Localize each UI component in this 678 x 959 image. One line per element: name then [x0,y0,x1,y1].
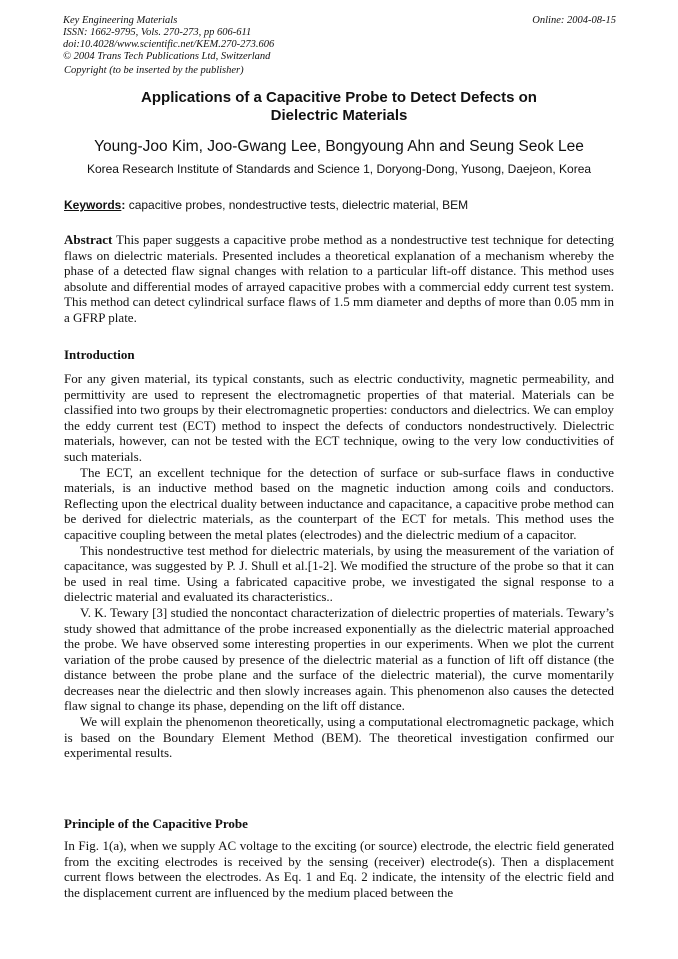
principle-paragraph-1: In Fig. 1(a), when we supply AC voltage to the exciting (or source) electrode, the electric field generated from the exciting electrodes is received by the sensing (receiver) electrode(s). Then a displacement current flows between the electrodes. As Eq. 1 and Eq. 2 indicate, the intensity of the electric field and the displacement current are influenced by the medium placed between the [64,838,614,900]
abstract-label: Abstract [64,232,113,247]
keywords-text: capacitive probes, nondestructive tests, dielectric material, BEM [125,198,469,212]
title-line-2: Dielectric Materials [270,107,408,124]
keywords-line [64,198,468,212]
introduction-heading: Introduction [64,347,135,362]
abstract [64,232,614,326]
intro-paragraph-5: We will explain the phenomenon theoretically, using a computational electromagnetic package, which is based on the Boundary Element Method (BEM). The theoretical investigation confirmed our experimental results. [64,714,614,761]
principle-heading: Principle of the Capacitive Probe [64,816,248,831]
intro-paragraph-3: This nondestructive test method for dielectric materials, by using the measurement of the variation of capacitance, was suggested by P. J. Shull et al.[1-2]. We modified the structure of the probe so that it can be used in real time. Using a fabricated capacitive probe, we investigated the signal response to a dielectric material and evaluated its characteristics.. [64,542,614,605]
introduction-body [64,371,614,761]
title-line-1: Applications of a Capacitive Probe to Detect Defects on [141,89,537,106]
author-list: Young-Joo Kim, Joo-Gwang Lee, Bongyoung Ahn and Seung Seok Lee [94,138,584,155]
keywords-colon: : [121,198,126,212]
online-date: Online: 2004-08-15 [532,15,616,26]
publisher-line: © 2004 Trans Tech Publications Ltd, Switzerland [63,51,271,62]
intro-paragraph-4: V. K. Tewary [3] studied the noncontact characterization of dielectric properties of materials. Tewary’s study showed that admittance of the probe increased exponentially as the dielectric material approached the probe. We have observed some interesting properties in our experiments. When we plot the current variation of the probe caused by presence of the dielectric material as a function of lift off distance (the distance between the probe plane and the surface of the dielectric material), the curve momentarily decreases near the dielectric and then slowly increases again. This phenomenon also causes the detected flaw signal to change its phase, depending on the lift off distance. [64,604,614,714]
abstract-text: This paper suggests a capacitive probe method as a nondestructive test technique for detecting flaws on dielectric materials. Presented includes a theoretical explanation of a mechanism whereby the phase of a detected flaw signal changes with relation to a particular lift-off distance. This method uses absolute and differential modes of arrayed capacitive probes with a commercial eddy current test system. This method can detect cylindrical surface flaws of 1.5 mm diameter and depths of more than 0.05 mm in a GFRP plate. [64,232,614,325]
journal-header [63,15,274,63]
paper-title [60,89,618,125]
doi-line: doi:10.4028/www.scientific.net/KEM.270-273.606 [63,39,275,50]
affiliation: Korea Research Institute of Standards and Science 1, Doryong-Dong, Yusong, Daejeon, Korea [86,162,592,176]
issn-line: ISSN: 1662-9795, Vols. 270-273, pp 606-611 [63,27,252,38]
intro-paragraph-2: The ECT, an excellent technique for the detection of surface or sub-surface flaws in conductive materials, is an inductive method based on the magnetic induction among coils and conductors. Reflecting upon the electrical duality between inductance and capacitance, a capacitive probe method can be derived for dielectric materials, as the counterpart of the ECT for metals. This method uses the capacitive coupling between the metal plates (electrodes) and the dielectric medium of a capacitor. [64,464,614,542]
principle-body [64,838,614,900]
copyright-line: Copyright (to be inserted by the publisher) [64,65,244,76]
journal-name: Key Engineering Materials [63,15,178,26]
keywords-label: Keywords [64,198,122,212]
intro-paragraph-1: For any given material, its typical constants, such as electric conductivity, magnetic permeability, and permittivity are used to represent the electromagnetic properties of that material. Materials can be classified into two groups by their electromagnetic properties: conductors and dielectrics. We can employ the eddy current test (ECT) method to inspect the defects of conductors nondestructively. Dielectric materials, however, can not be tested with the ECT technique, owing to the very low conductivities of such materials. [64,371,614,464]
